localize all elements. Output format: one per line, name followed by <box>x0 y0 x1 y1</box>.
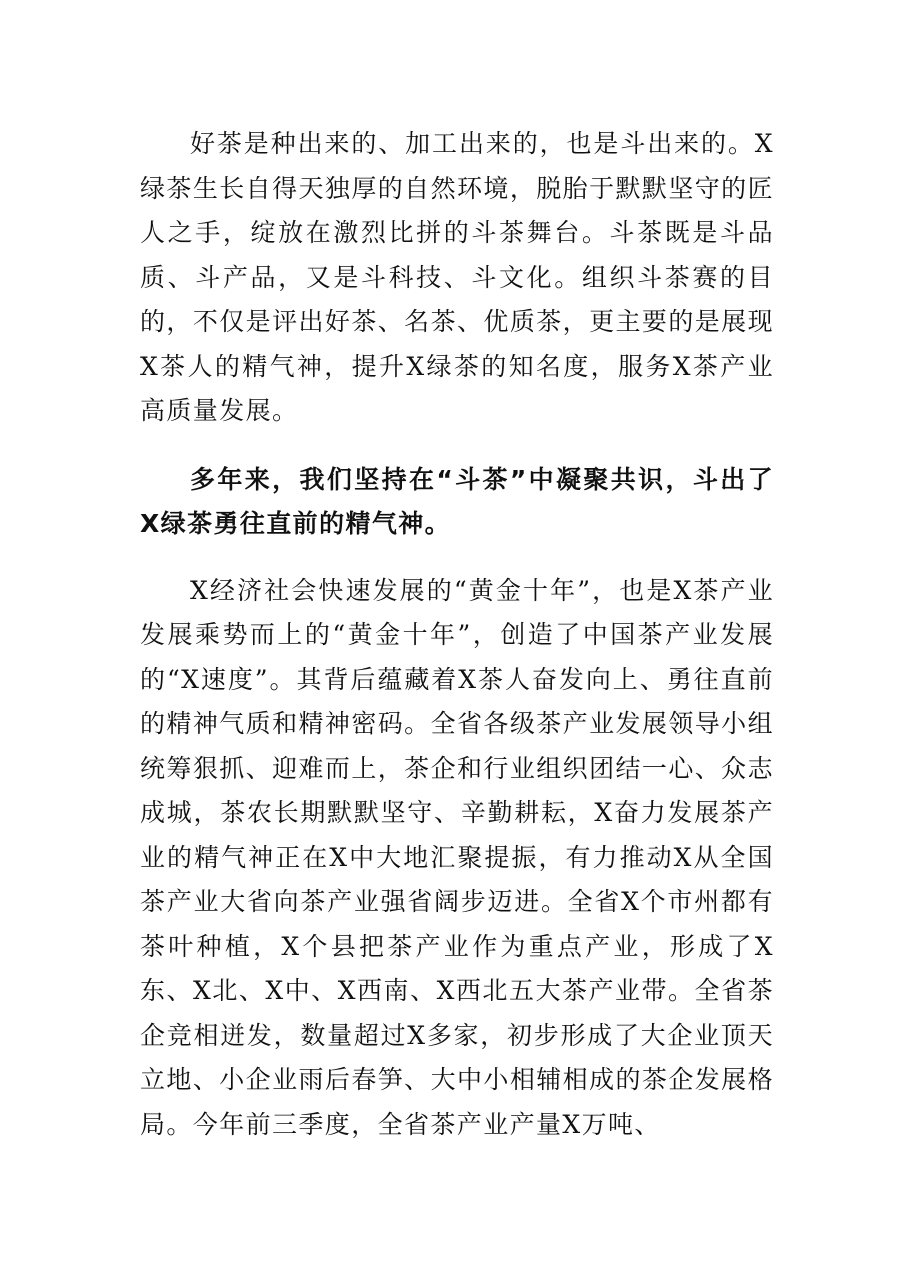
paragraph-heading-bold: 多年来，我们坚持在“斗茶”中凝聚共识，斗出了X绿茶勇往直前的精气神。 <box>140 464 774 538</box>
document-body <box>140 122 774 1147</box>
paragraph-body: X经济社会快速发展的“黄金十年”，也是X茶产业发展乘势而上的“黄金十年”，创造了中国茶产业发展的“X速度”。其背后蕴藏着X茶人奋发向上、勇往直前的精神气质和精神密码。全省各级茶产业发展领导小组统筹狠抓、迎难而上，茶企和行业组织团结一心、众志成城，茶农长期默默坚守、辛勤耕耘，X奋力发展茶产业的精气神正在X中大地汇聚提振，有力推动X从全国茶产业大省向茶产业强省阔步迈进。全省X个市州都有茶叶种植，X个县把茶产业作为重点产业，形成了X东、X北、X中、X西南、X西北五大茶产业带。全省茶企竞相迸发，数量超过X多家，初步形成了大企业顶天立地、小企业雨后春笋、大中小相辅相成的茶企发展格局。今年前三季度，全省茶产业产量X万吨、 <box>140 575 774 1139</box>
paragraph-intro: 好茶是种出来的、加工出来的，也是斗出来的。X绿茶生长自得天独厚的自然环境，脱胎于默默坚守的匠人之手，绽放在激烈比拼的斗茶舞台。斗茶既是斗品质、斗产品，又是斗科技、斗文化。组织斗茶赛的目的，不仅是评出好茶、名茶、优质茶，更主要的是展现X茶人的精气神，提升X绿茶的知名度，服务X茶产业高质量发展。 <box>140 129 774 425</box>
